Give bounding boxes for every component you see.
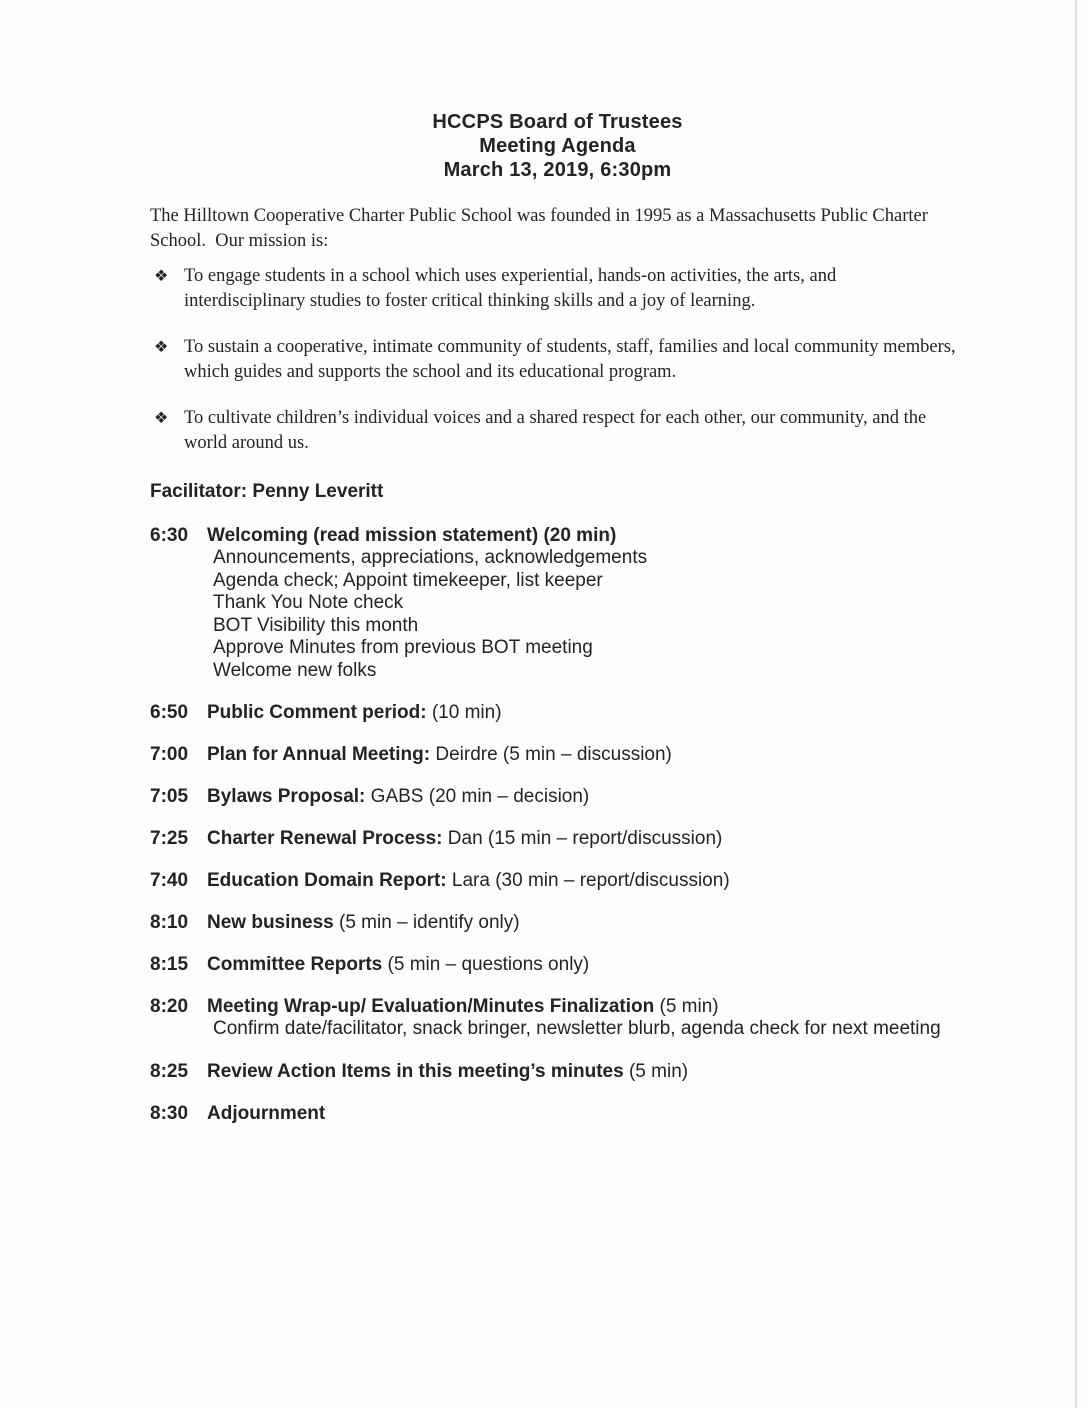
agenda-item-title-rest: GABS (20 min – decision) (365, 786, 590, 807)
mission-bullet-item (150, 335, 962, 385)
agenda-item-time: 8:15 (150, 954, 189, 975)
agenda-item-title-bold: New business (207, 912, 334, 933)
agenda-item-title-bold: Committee Reports (207, 954, 383, 975)
agenda-item-title-rest: (5 min) (623, 1060, 689, 1082)
agenda-subline: Agenda check; Appoint timekeeper, list keeper (213, 569, 603, 591)
agenda-item-body (207, 827, 965, 850)
agenda-item-title-bold: Review Action Items in this meeting’s minutes (207, 1060, 624, 1082)
mission-bullet-item (150, 406, 962, 456)
agenda-item-title (207, 995, 965, 1018)
agenda-item-time: 8:20 (150, 996, 189, 1017)
agenda-item-row (150, 911, 965, 934)
agenda-item-title-bold: Charter Renewal Process: (207, 828, 443, 849)
agenda-item-time: 8:10 (150, 912, 189, 933)
agenda-item-time: 8:25 (150, 1060, 189, 1082)
agenda-item-row (150, 869, 965, 892)
agenda-subline: BOT Visibility this month (213, 614, 419, 636)
agenda-item-row (150, 701, 965, 724)
agenda-item-title (207, 743, 965, 766)
agenda-item-time: 8:30 (150, 1102, 189, 1124)
scan-edge-artifact (1075, 0, 1077, 1408)
agenda-item-title-rest: Lara (30 min – report/discussion) (446, 870, 730, 891)
agenda-item-time: 7:25 (150, 828, 189, 849)
agenda-item-body (207, 995, 965, 1041)
agenda-item-title (207, 911, 965, 934)
agenda-item-time: 6:50 (150, 702, 189, 723)
diamond-bullet-icon: ❖ (154, 410, 169, 427)
agenda-subline: Welcome new folks (213, 659, 377, 681)
agenda-item-title-bold: Bylaws Proposal: (207, 786, 366, 807)
agenda-item-body (207, 1060, 965, 1083)
agenda-subline: Approve Minutes from previous BOT meeting (213, 637, 593, 658)
intro-paragraph: The Hilltown Cooperative Charter Public School was founded in 1995 as a Massachusetts Public Charter School. Our mission is: (150, 206, 933, 251)
diamond-bullet-icon: ❖ (154, 339, 169, 356)
agenda-item-title-rest: (5 min – identify only) (333, 912, 520, 933)
agenda-item-title-bold: Welcoming (read mission statement) (20 min) (207, 525, 617, 546)
document-content (150, 110, 965, 1144)
agenda-item-title (207, 953, 965, 976)
agenda-item-title-bold: Education Domain Report: (207, 870, 447, 891)
mission-bullet-text: To sustain a cooperative, intimate community of students, staff, families and local community members, which guides and supports the school and its educational program. (184, 337, 956, 382)
document-title-block (150, 110, 965, 182)
agenda-subline: Announcements, appreciations, acknowledgements (213, 547, 648, 568)
document-title-line-1: HCCPS Board of Trustees (432, 111, 683, 133)
mission-intro-section (150, 204, 965, 456)
agenda-item-row (150, 953, 965, 976)
agenda-item-title (207, 1102, 965, 1125)
facilitator-line: Facilitator: Penny Leveritt (150, 481, 384, 502)
agenda-item-title-bold: Plan for Annual Meeting: (207, 744, 431, 765)
agenda-item-row (150, 524, 965, 682)
mission-bullet-list (150, 264, 965, 456)
document-title-line-3: March 13, 2019, 6:30pm (443, 159, 672, 181)
diamond-bullet-icon: ❖ (154, 268, 169, 285)
agenda-item-body (207, 701, 965, 724)
mission-bullet-text: To engage students in a school which uses experiential, hands-on activities, the arts, and interdisciplinary studies to foster critical thinking skills and a joy of learning. (184, 266, 837, 311)
agenda-list (150, 524, 965, 1125)
agenda-item-time: 6:30 (150, 525, 189, 546)
document-title-line-2: Meeting Agenda (479, 135, 636, 157)
agenda-item-row (150, 1060, 965, 1083)
agenda-item-time: 7:05 (150, 786, 189, 807)
agenda-item-row (150, 827, 965, 850)
agenda-subline: Confirm date/facilitator, snack bringer, newsletter blurb, agenda check for next meeting (213, 1018, 941, 1039)
agenda-item-title (207, 785, 965, 808)
agenda-item-title (207, 524, 965, 547)
agenda-item-body (207, 911, 965, 934)
agenda-item-body (207, 785, 965, 808)
agenda-item-title (207, 869, 965, 892)
mission-bullet-item (150, 264, 962, 314)
agenda-item-body (207, 524, 965, 682)
agenda-item-title (207, 701, 965, 724)
agenda-item-body (207, 953, 965, 976)
agenda-item-body (207, 869, 965, 892)
agenda-item-sublines (213, 1018, 965, 1041)
agenda-item-title (207, 827, 965, 850)
agenda-item-title (207, 1060, 965, 1083)
agenda-item-time: 7:40 (150, 870, 189, 891)
agenda-item-title-bold: Adjournment (207, 1102, 326, 1124)
agenda-item-title-rest: Dan (15 min – report/discussion) (442, 828, 723, 849)
agenda-item-body (207, 1102, 965, 1125)
agenda-item-title-rest: (5 min – questions only) (382, 954, 590, 975)
agenda-item-row (150, 743, 965, 766)
agenda-item-title-bold: Public Comment period: (207, 702, 427, 723)
agenda-item-title-rest: (5 min) (654, 996, 719, 1017)
agenda-subline: Thank You Note check (213, 592, 404, 613)
agenda-item-title-rest: (10 min) (426, 702, 502, 723)
agenda-item-time: 7:00 (150, 744, 189, 765)
agenda-item-title-bold: Meeting Wrap-up/ Evaluation/Minutes Finalization (207, 996, 655, 1017)
agenda-item-row (150, 1102, 965, 1125)
agenda-item-body (207, 743, 965, 766)
mission-bullet-text: To cultivate children’s individual voices and a shared respect for each other, our community, and the world around us. (184, 408, 927, 453)
agenda-item-row (150, 785, 965, 808)
agenda-item-row (150, 995, 965, 1041)
agenda-item-title-rest: Deirdre (5 min – discussion) (430, 744, 672, 765)
agenda-item-sublines (213, 547, 965, 682)
